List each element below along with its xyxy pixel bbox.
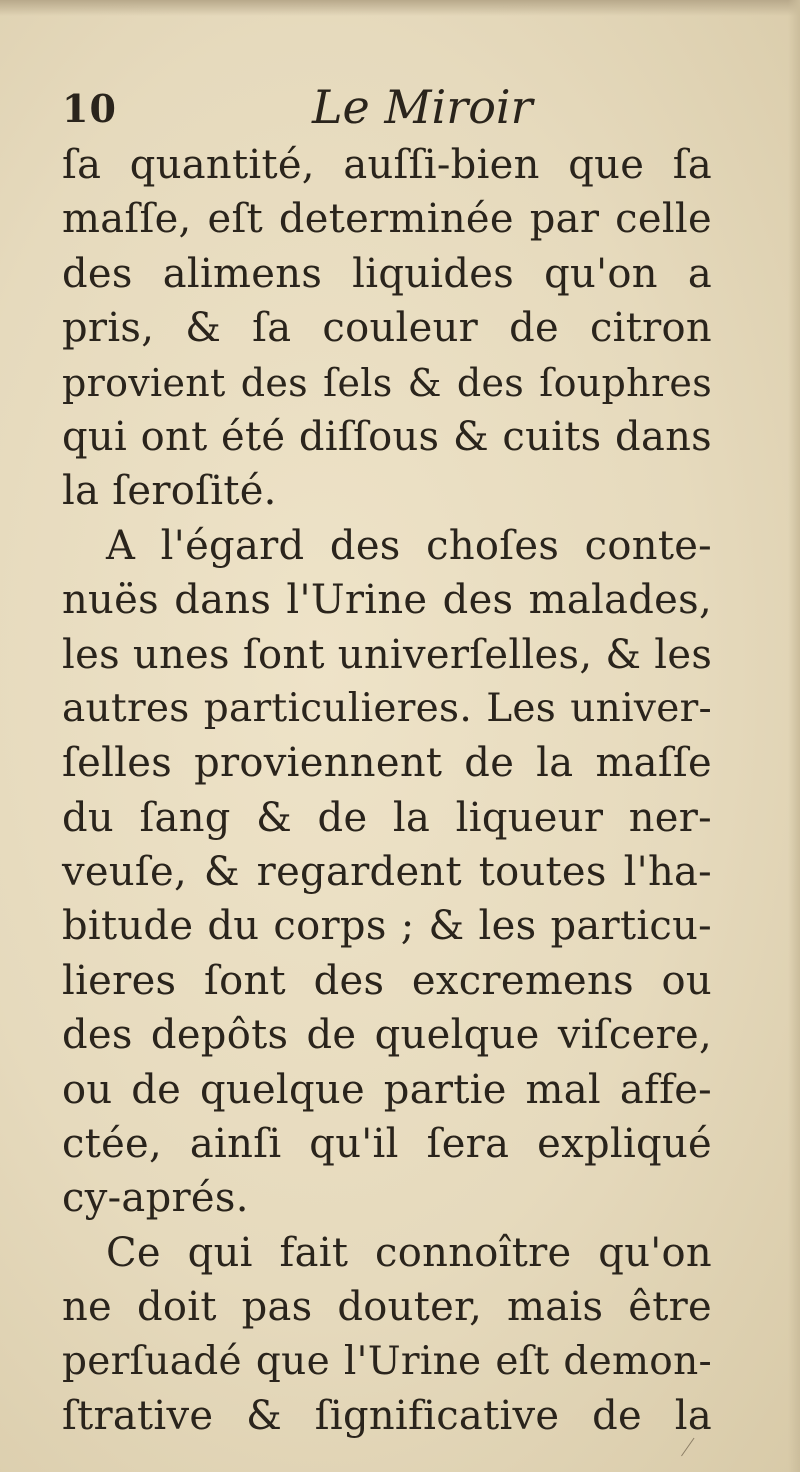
- text-line: la ſeroſité.: [62, 468, 277, 515]
- page-header: [62, 80, 722, 136]
- text-line: A l'égard des choſes conte-: [106, 522, 712, 569]
- running-title: Le Miroir: [312, 80, 533, 134]
- text-line: des alimens liquides qu'on a: [62, 250, 712, 297]
- text-line: provient des ſels & des ſouphres: [62, 360, 712, 405]
- text-line: veuſe, & regardent toutes l'ha-: [62, 849, 712, 896]
- text-line: pris, & ſa couleur de citron: [62, 305, 712, 352]
- body-text: [62, 138, 712, 1443]
- page-top-edge: [0, 0, 800, 16]
- text-line: Ce qui fait connoître qu'on: [106, 1229, 712, 1276]
- page-right-edge: [788, 0, 800, 1472]
- text-line: ſelles proviennent de la maſſe: [62, 740, 712, 787]
- page-number: 10: [62, 86, 117, 131]
- text-line: perſuadé que l'Urine eſt demon-: [62, 1338, 712, 1384]
- text-line: des depôts de quelque viſcere,: [62, 1012, 712, 1059]
- text-line: cy-aprés.: [62, 1175, 249, 1222]
- text-line: ſa quantité, auſſi-bien que ſa: [62, 142, 712, 188]
- text-line: les unes ſont univerſelles, & les: [62, 631, 713, 678]
- text-line: maſſe, eſt determinée par celle: [62, 196, 712, 243]
- text-line: ſtrative & ſignificative de la: [62, 1392, 712, 1439]
- text-line: du ſang & de la liqueur ner-: [62, 794, 712, 841]
- text-line: qui ont été diſſous & cuits dans: [62, 413, 712, 460]
- text-line: ctée, ainſi qu'il ſera expliqué: [62, 1121, 712, 1168]
- text-line: bitude du corps ; & les particu-: [62, 903, 712, 950]
- text-line: nuës dans l'Urine des malades,: [62, 577, 712, 624]
- text-line: ne doit pas douter, mais être: [62, 1284, 712, 1331]
- text-line: lieres ſont des excremens ou: [62, 957, 712, 1004]
- text-line: autres particulieres. Les univer-: [62, 685, 712, 731]
- text-line: ou de quelque partie mal affe-: [62, 1066, 712, 1113]
